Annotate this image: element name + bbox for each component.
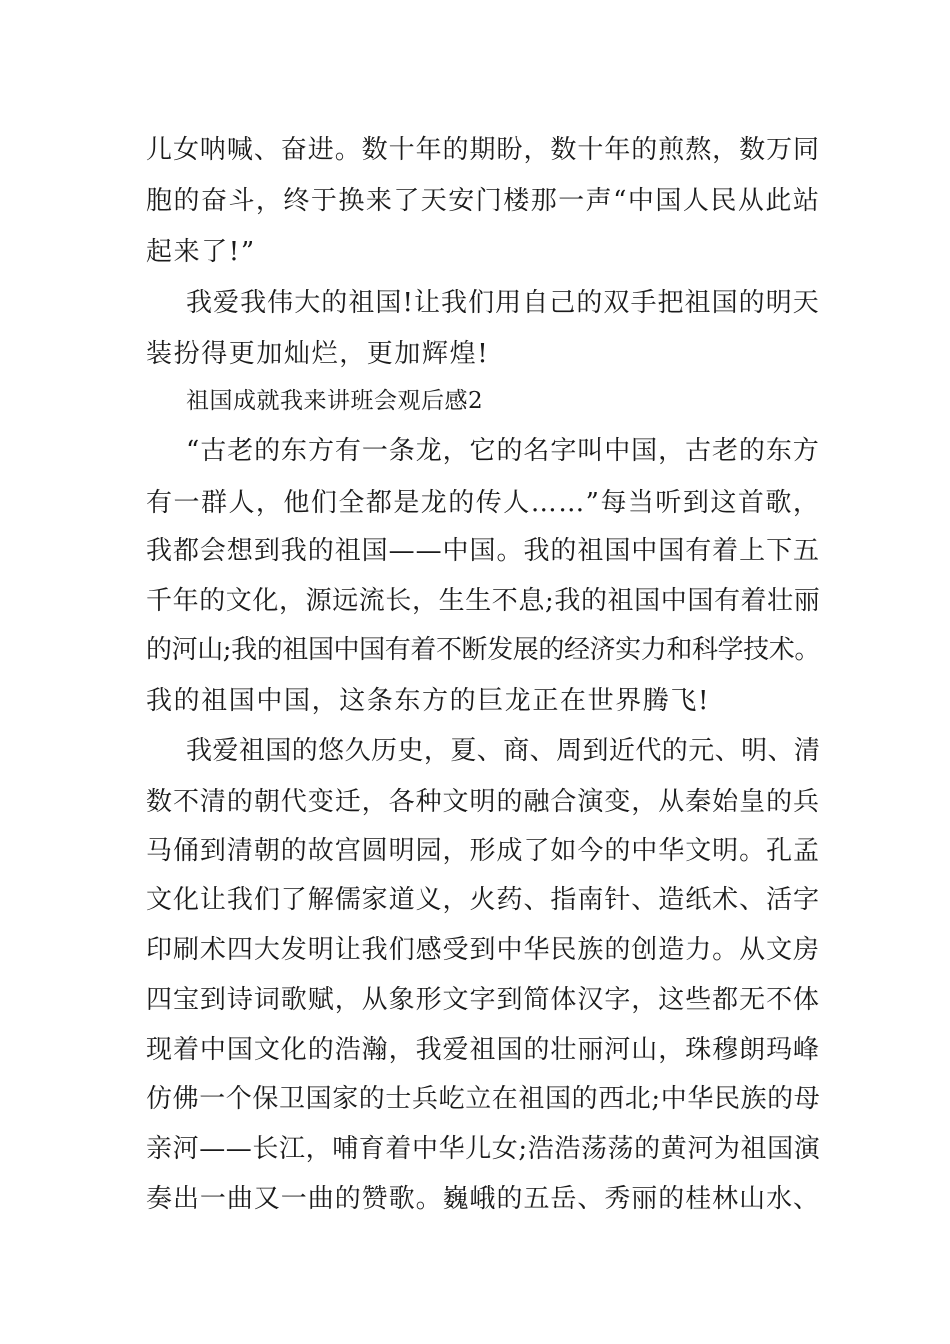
text-line: 四宝到诗词歌赋，从象形文字到简体汉字，这些都无不体 <box>146 985 821 1015</box>
text-line: 文化让我们了解儒家道义，火药、指南针、造纸术、活字 <box>146 885 821 915</box>
text-line: 马俑到清朝的故宫圆明园，形成了如今的中华文明。孔孟 <box>146 836 821 866</box>
text-line: 数不清的朝代变迁，各种文明的融合演变，从秦始皇的兵 <box>146 787 821 817</box>
text-line: 装扮得更加灿烂，更加辉煌! <box>146 339 490 369</box>
text-line: 仿佛一个保卫国家的士兵屹立在祖国的西北;中华民族的母 <box>146 1084 821 1114</box>
text-line: “古老的东方有一条龙，它的名字叫中国，古老的东方 <box>186 436 820 466</box>
text-line: 我的祖国中国，这条东方的巨龙正在世界腾飞! <box>146 686 711 716</box>
text-line: 奏出一曲又一曲的赞歌。巍峨的五岳、秀丽的桂林山水、 <box>146 1184 821 1214</box>
text-line: 亲河——长江，哺育着中华儿女;浩浩荡荡的黄河为祖国演 <box>146 1134 821 1164</box>
text-line: 印刷术四大发明让我们感受到中华民族的创造力。从文房 <box>146 935 821 965</box>
section-title: 祖国成就我来讲班会观后感2 <box>186 388 484 414</box>
text-line: 我爱祖国的悠久历史，夏、商、周到近代的元、明、清 <box>186 736 821 766</box>
text-line: 儿女呐喊、奋进。数十年的期盼，数十年的煎熬，数万同 <box>146 135 821 165</box>
text-line: 我爱我伟大的祖国!让我们用自己的双手把祖国的明天 <box>186 288 820 318</box>
text-line: 有一群人，他们全都是龙的传人……”每当听到这首歌， <box>146 488 821 518</box>
text-line: 千年的文化，源远流长，生生不息;我的祖国中国有着壮丽 <box>146 586 821 616</box>
text-line: 起来了!” <box>146 237 256 267</box>
text-line: 现着中国文化的浩瀚，我爱祖国的壮丽河山，珠穆朗玛峰 <box>146 1035 821 1065</box>
text-line: 胞的奋斗，终于换来了天安门楼那一声“中国人民从此站 <box>146 186 821 216</box>
text-line: 我都会想到我的祖国——中国。我的祖国中国有着上下五 <box>146 536 821 566</box>
text-line: 的河山;我的祖国中国有着不断发展的经济实力和科学技术。 <box>146 635 820 665</box>
